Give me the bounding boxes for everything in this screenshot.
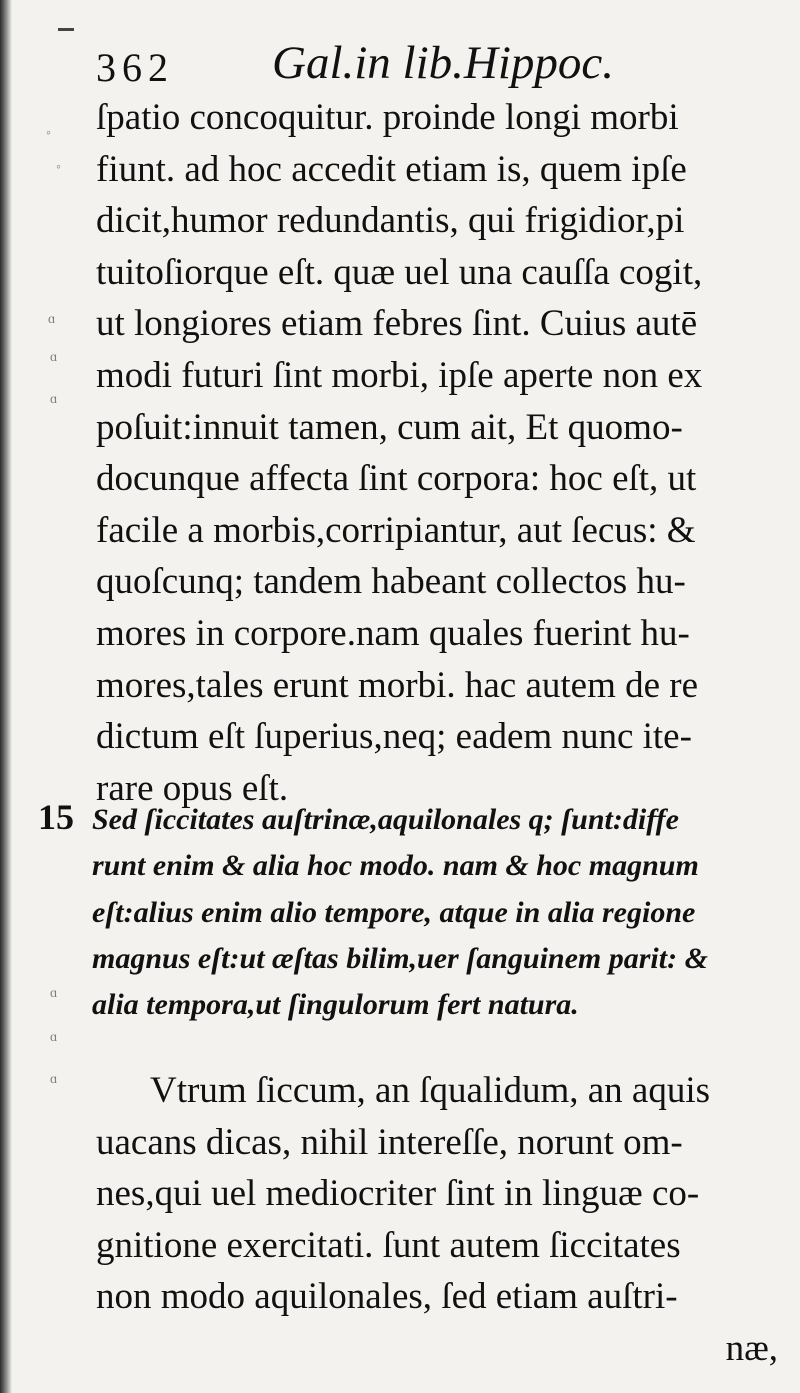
text-line: dictum eſt ſuperius,neq; eadem nunc ite- [96, 716, 692, 758]
text-line: mores in corpore.nam quales fuerint hu- [96, 612, 690, 654]
text-line: Vtrum ſiccum, an ſqualidum, an aquis [150, 1070, 711, 1111]
running-head: Gal.in lib.Hippoc. [272, 37, 615, 89]
italic-line: magnus eſt:ut æſtas bilim,uer ſanguinem parit: & [92, 941, 708, 975]
text-line: gnitione exercitati. ſunt autem ſiccitates [96, 1224, 681, 1266]
italic-line: eſt:alius enim alio tempore, atque in alia regione [92, 895, 696, 929]
margin-bleed-mark: ɑ [50, 350, 59, 365]
text-line: rare opus eſt. [96, 767, 289, 809]
page-gutter-shadow [0, 0, 12, 1393]
margin-bleed-mark: ɑ [48, 312, 57, 327]
text-line: facile a morbis,corripiantur, aut ſecus: & [96, 509, 696, 551]
margin-bleed-mark: ɑ [50, 392, 59, 407]
page-number: 362 [96, 45, 174, 90]
text-line: uacans dicas, nihil intereſſe, norunt om- [96, 1121, 683, 1163]
margin-bleed-mark: ɑ [50, 1030, 59, 1045]
margin-bleed-mark: ɑ [50, 986, 59, 1001]
margin-line-number: 15 [38, 797, 74, 837]
italic-line: runt enim & alia hoc modo. nam & hoc magnum [92, 849, 699, 883]
text-line: dicit,humor redundantis, qui frigidior,pi [96, 200, 685, 242]
margin-bleed-mark: ◦ [46, 126, 52, 141]
commentary-text-block [96, 1065, 786, 1375]
text-line: tuitoſiorque eſt. quæ uel una cauſſa cogit, [96, 251, 703, 293]
italic-line: alia tempora,ut ſingulorum fert natura. [92, 988, 579, 1022]
text-line: mores,tales erunt morbi. hac autem de re [96, 664, 699, 706]
main-text-block [96, 92, 786, 814]
page-header [96, 30, 756, 90]
lemma-italic-block [92, 797, 782, 1028]
text-line: docunque affecta ſint corpora: hoc eſt, ut [96, 458, 697, 500]
text-line: nes,qui uel mediocriter ſint in linguæ co- [96, 1173, 700, 1215]
italic-line: Sed ſiccitates auſtrinæ,aquilonales q; ſunt:diffe [92, 803, 679, 836]
text-line: non modo aquilonales, ſed etiam auſtri- [96, 1276, 678, 1318]
margin-bleed-mark: ◦ [56, 160, 62, 175]
catchword: næ, [725, 1327, 778, 1369]
text-line: poſuit:innuit tamen, cum ait, Et quomo- [96, 406, 683, 448]
margin-bleed-mark: ɑ [50, 1072, 59, 1087]
text-line: modi futuri ſint morbi, ipſe aperte non ex [96, 354, 703, 396]
ink-mark [58, 28, 74, 31]
text-line: quoſcunq; tandem habeant collectos hu- [96, 561, 686, 603]
text-line: ſpatio concoquitur. proinde longi morbi [96, 97, 679, 138]
text-line: fiunt. ad hoc accedit etiam is, quem ipſe [96, 148, 687, 190]
text-line: ut longiores etiam febres ſint. Cuius autē [96, 303, 698, 345]
